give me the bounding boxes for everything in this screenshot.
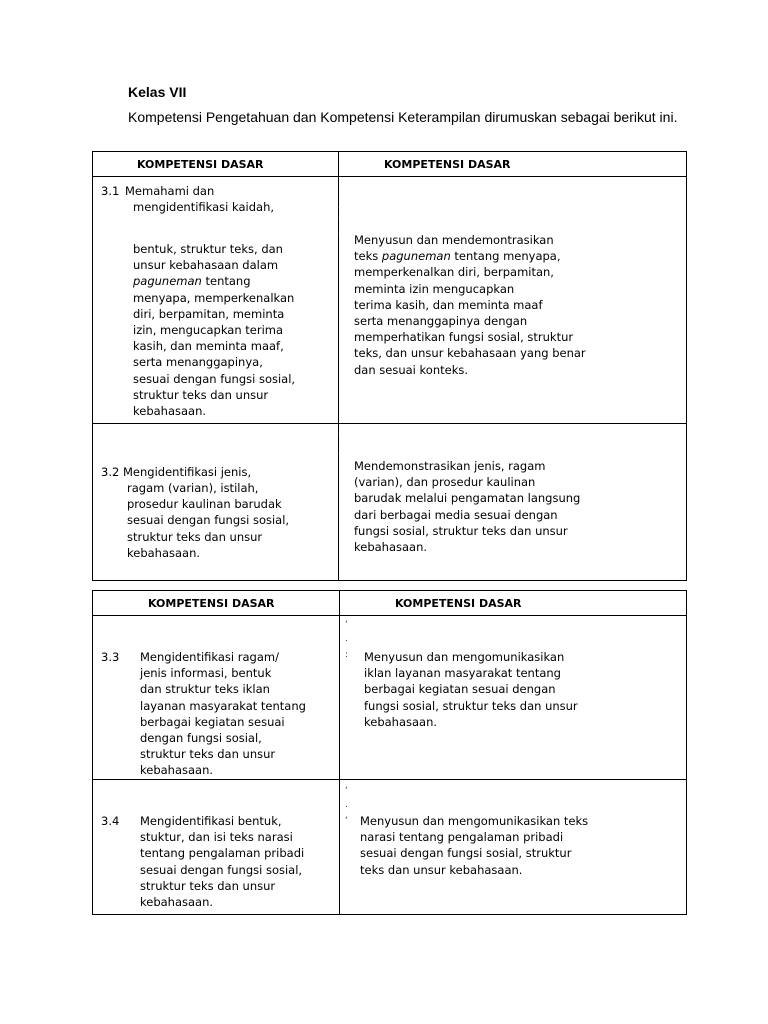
kd-right-text: Menyusun dan mengomunikasikan teks narasi tentang pengalaman pribadi sesuai dengan fungsi sosial, struktur teks dan unsur kebahasaan. xyxy=(360,814,589,877)
header-right: KOMPETENSI DASAR xyxy=(395,597,522,610)
competency-table-1 xyxy=(92,151,687,581)
row-divider xyxy=(93,615,686,616)
header-left: KOMPETENSI DASAR xyxy=(148,597,275,610)
stray-mark: . xyxy=(337,201,340,211)
stray-mark: . xyxy=(337,211,340,221)
kd-right-text: Mendemonstrasikan jenis, ragam (varian), dan prosedur kaulinan barudak melalui pengamatan langsung dari berbagai media sesuai dengan fungsi sosial, struktur teks dan unsur kebahasaan. xyxy=(354,459,581,555)
stray-mark: . xyxy=(337,227,340,237)
intro-paragraph: Kompetensi Pengetahuan dan Kompetensi Keterampilan dirumuskan sebagai berikut ini. xyxy=(128,109,678,125)
row-divider xyxy=(93,779,686,780)
kd-right-text-before: Menyusun dan mendemontrasikan teks xyxy=(354,233,554,264)
kd-left-first-line: Memahami dan xyxy=(125,184,215,198)
kd-number: 3.2 xyxy=(101,465,120,479)
kd-left-text: ragam (varian), istilah, prosedur kaulinan barudak sesuai dengan fungsi sosial, struktur teks dan unsur kebahasaan. xyxy=(127,481,290,560)
row-divider xyxy=(93,176,686,177)
kd-left-text-after: tentang menyapa, memperkenalkan diri, berpamitan, meminta izin, mengucapkan terima kasih, dan meminta maaf, serta menanggapinya, sesuai dengan fungsi sosial, struktur teks dan unsur kebahasaan. xyxy=(133,274,296,419)
kd-number: 3.1 xyxy=(101,184,120,198)
header-right: KOMPETENSI DASAR xyxy=(384,158,511,171)
kd-right-text xyxy=(354,232,586,378)
stray-mark: ‘ xyxy=(345,786,348,796)
kd-right-italic-term: paguneman xyxy=(381,249,451,264)
stray-mark: ‘ xyxy=(345,620,348,630)
page-title: Kelas VII xyxy=(128,84,187,100)
competency-table-2 xyxy=(92,590,687,915)
stray-mark: . xyxy=(345,634,348,644)
stray-mark: . xyxy=(337,427,340,437)
kd-left-text-continued xyxy=(133,241,295,419)
row-divider xyxy=(93,423,686,424)
kd-left-text: mengidentifikasi kaidah, xyxy=(133,200,275,214)
kd-number: 3.4 xyxy=(101,814,120,828)
kd-left-text-before: bentuk, struktur teks, dan unsur kebahasaan dalam xyxy=(133,242,283,273)
header-left: KOMPETENSI DASAR xyxy=(137,158,264,171)
kd-right-text: Menyusun dan mengomunikasikan iklan layanan masyarakat tentang berbagai kegiatan sesuai dengan fungsi sosial, struktur teks dan unsur kebahasaan. xyxy=(364,650,578,729)
kd-left-text: Mengidentifikasi bentuk, stuktur, dan isi teks narasi tentang pengalaman pribadi sesuai dengan fungsi sosial, struktur teks dan unsur kebahasaan. xyxy=(140,814,305,910)
kd-left-first-line: Mengidentifikasi jenis, xyxy=(123,465,252,479)
stray-mark: : xyxy=(345,650,349,660)
stray-mark: ‘ xyxy=(345,816,348,826)
kd-right-text-after: tentang menyapa, memperkenalkan diri, berpamitan, meminta izin mengucapkan terima kasih, dan meminta maaf serta menanggapinya dengan memperhatikan fungsi sosial, struktur teks, dan unsur kebahasaan yang benar dan sesuai konteks. xyxy=(354,249,586,377)
stray-mark: . xyxy=(337,447,340,457)
kd-number: 3.3 xyxy=(101,650,120,664)
kd-left-italic-term: paguneman xyxy=(133,274,202,289)
column-divider xyxy=(339,591,340,914)
kd-left-text: Mengidentifikasi ragam/ jenis informasi, bentuk dan struktur teks iklan layanan masyarakat tentang berbagai kegiatan sesuai dengan fungsi sosial, struktur teks dan unsur kebahasaan. xyxy=(140,650,306,778)
stray-mark: . xyxy=(345,800,348,810)
